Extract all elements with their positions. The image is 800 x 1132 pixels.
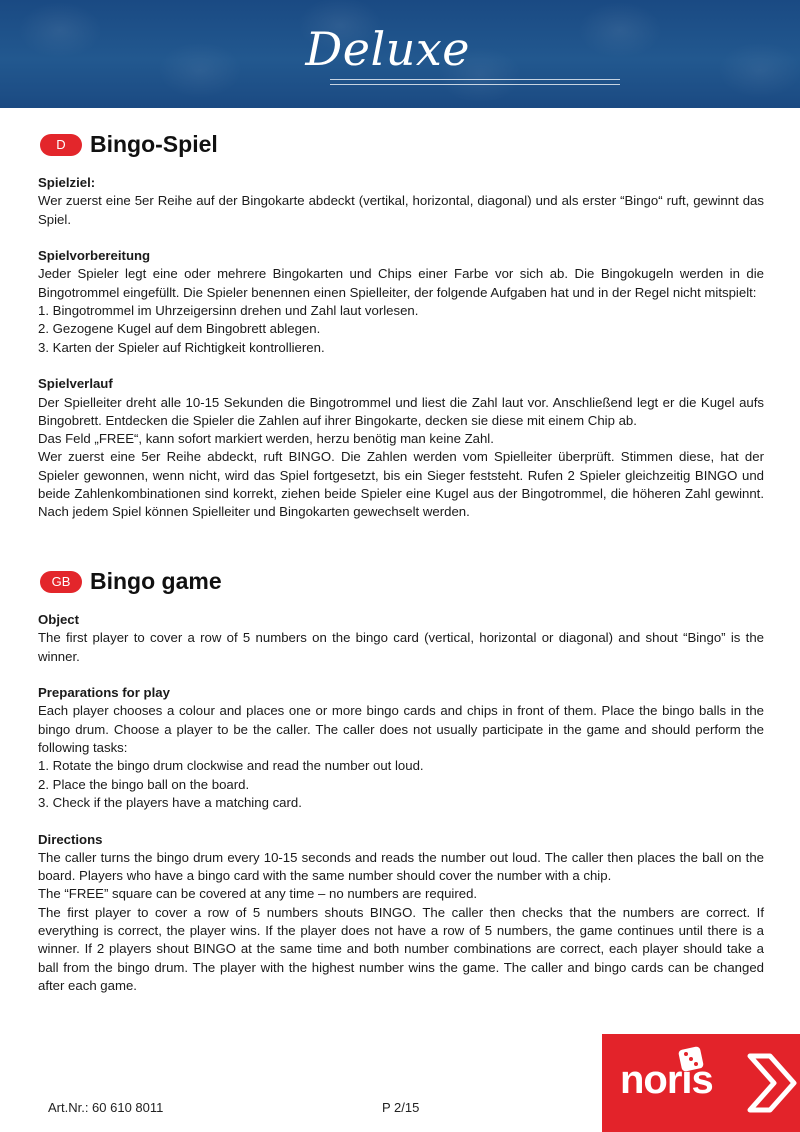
list-item: 1. Bingotrommel im Uhrzeigersinn drehen und Zahl laut vorlesen. [38, 303, 419, 319]
list-item: 2. Place the bingo ball on the board. [38, 776, 250, 792]
block-heading: Directions [38, 831, 103, 847]
article-number: Art.Nr.: 60 610 8011 [48, 1100, 164, 1115]
banner-divider [330, 84, 620, 85]
block-heading: Spielverlauf [38, 376, 113, 392]
block-heading: Spielvorbereitung [38, 248, 151, 264]
paragraph: Each player chooses a colour and places one or more bingo cards and chips in front of them. Place the bingo balls in the bingo drum. Choose a player to be the caller. The caller does not usually participate in the game and should perform the following tasks: [38, 703, 764, 756]
section-body-gb [38, 611, 764, 995]
section-title-gb: Bingo game [90, 568, 222, 594]
banner-title: Deluxe [305, 22, 470, 76]
paragraph: Der Spielleiter dreht alle 10-15 Sekunden die Bingotrommel und liest die Zahl laut vor. Anschließend legt er die Kugel aufs Bingobrett. Entdecken die Spieler die Zahlen auf ihrer Bingokarte, decken sie diese mit einem Chip ab. [38, 394, 764, 428]
list-item: 1. Rotate the bingo drum clockwise and read the number out loud. [38, 758, 424, 774]
paragraph: Wer zuerst eine 5er Reihe abdeckt, ruft BINGO. Die Zahlen werden vom Spielleiter überprüft. Stimmen diese, hat der Spieler gewonnen, wenn nicht, wird das Spiel fortgesetzt, bis ein Sieger feststeht. Rufen 2 Spieler gleichzeitig BINGO und beide Zahlenkombinationen sind korrekt, ziehen beide Spieler eine Kugel aus der Bingotrommel, die höheren Zahl gewinnt. Nach jedem Spiel können Spielleiter und Bingokarten gewechselt werden. [38, 449, 764, 520]
list-item: 3. Check if the players have a matching card. [38, 794, 302, 810]
banner-divider [330, 79, 620, 80]
block-heading: Preparations for play [38, 685, 170, 701]
language-badge-de: D [40, 134, 82, 156]
paragraph: Wer zuerst eine 5er Reihe auf der Bingokarte abdeckt (vertikal, horizontal, diagonal) und als erster “Bingo“ ruft, gewinnt das Spiel. [38, 193, 764, 227]
header-banner [0, 0, 800, 108]
list-item: 3. Karten der Spieler auf Richtigkeit kontrollieren. [38, 339, 325, 355]
paragraph: The first player to cover a row of 5 numbers shouts BINGO. The caller then checks that the numbers are correct. If everything is correct, the player wins. If the player does not have a row of 5 numbers, the game continues until there is a winner. If 2 players shout BINGO at the same time and both number combinations are correct, each player should take a ball from the bingo drum. The player with the highest number wins the game. The caller and bingo cards can be changed after each game. [38, 904, 764, 993]
section-header-gb [40, 568, 222, 595]
brand-logo [602, 1034, 800, 1132]
paragraph: Jeder Spieler legt eine oder mehrere Bingokarten und Chips einer Farbe vor sich ab. Die Bingokugeln werden in die Bingotrommel eingefüllt. Die Spieler benennen einen Spielleiter, der folgende Aufgaben hat und in der Regel nicht mitspielt: [38, 266, 764, 300]
section-header-de [40, 131, 218, 158]
page-number: P 2/15 [382, 1100, 420, 1115]
paragraph: The first player to cover a row of 5 numbers on the bingo card (vertical, horizontal or diagonal) and shout “Bingo” is the winner. [38, 630, 764, 664]
section-title-de: Bingo-Spiel [90, 131, 218, 157]
paragraph: Das Feld „FREE“, kann sofort markiert werden, herzu benötig man keine Zahl. [38, 431, 494, 447]
section-body-de [38, 174, 764, 522]
language-badge-gb: GB [40, 571, 82, 593]
paragraph: The “FREE” square can be covered at any time – no numbers are required. [38, 886, 478, 902]
logo-text: noris [620, 1058, 713, 1102]
block-heading: Object [38, 612, 80, 627]
paragraph: The caller turns the bingo drum every 10-15 seconds and reads the number out loud. The caller then places the ball on the board. Players who have a bingo card with the same number should cover the number with a chip. [38, 849, 764, 884]
block-heading: Spielziel: [38, 175, 96, 190]
list-item: 2. Gezogene Kugel auf dem Bingobrett ablegen. [38, 321, 321, 337]
